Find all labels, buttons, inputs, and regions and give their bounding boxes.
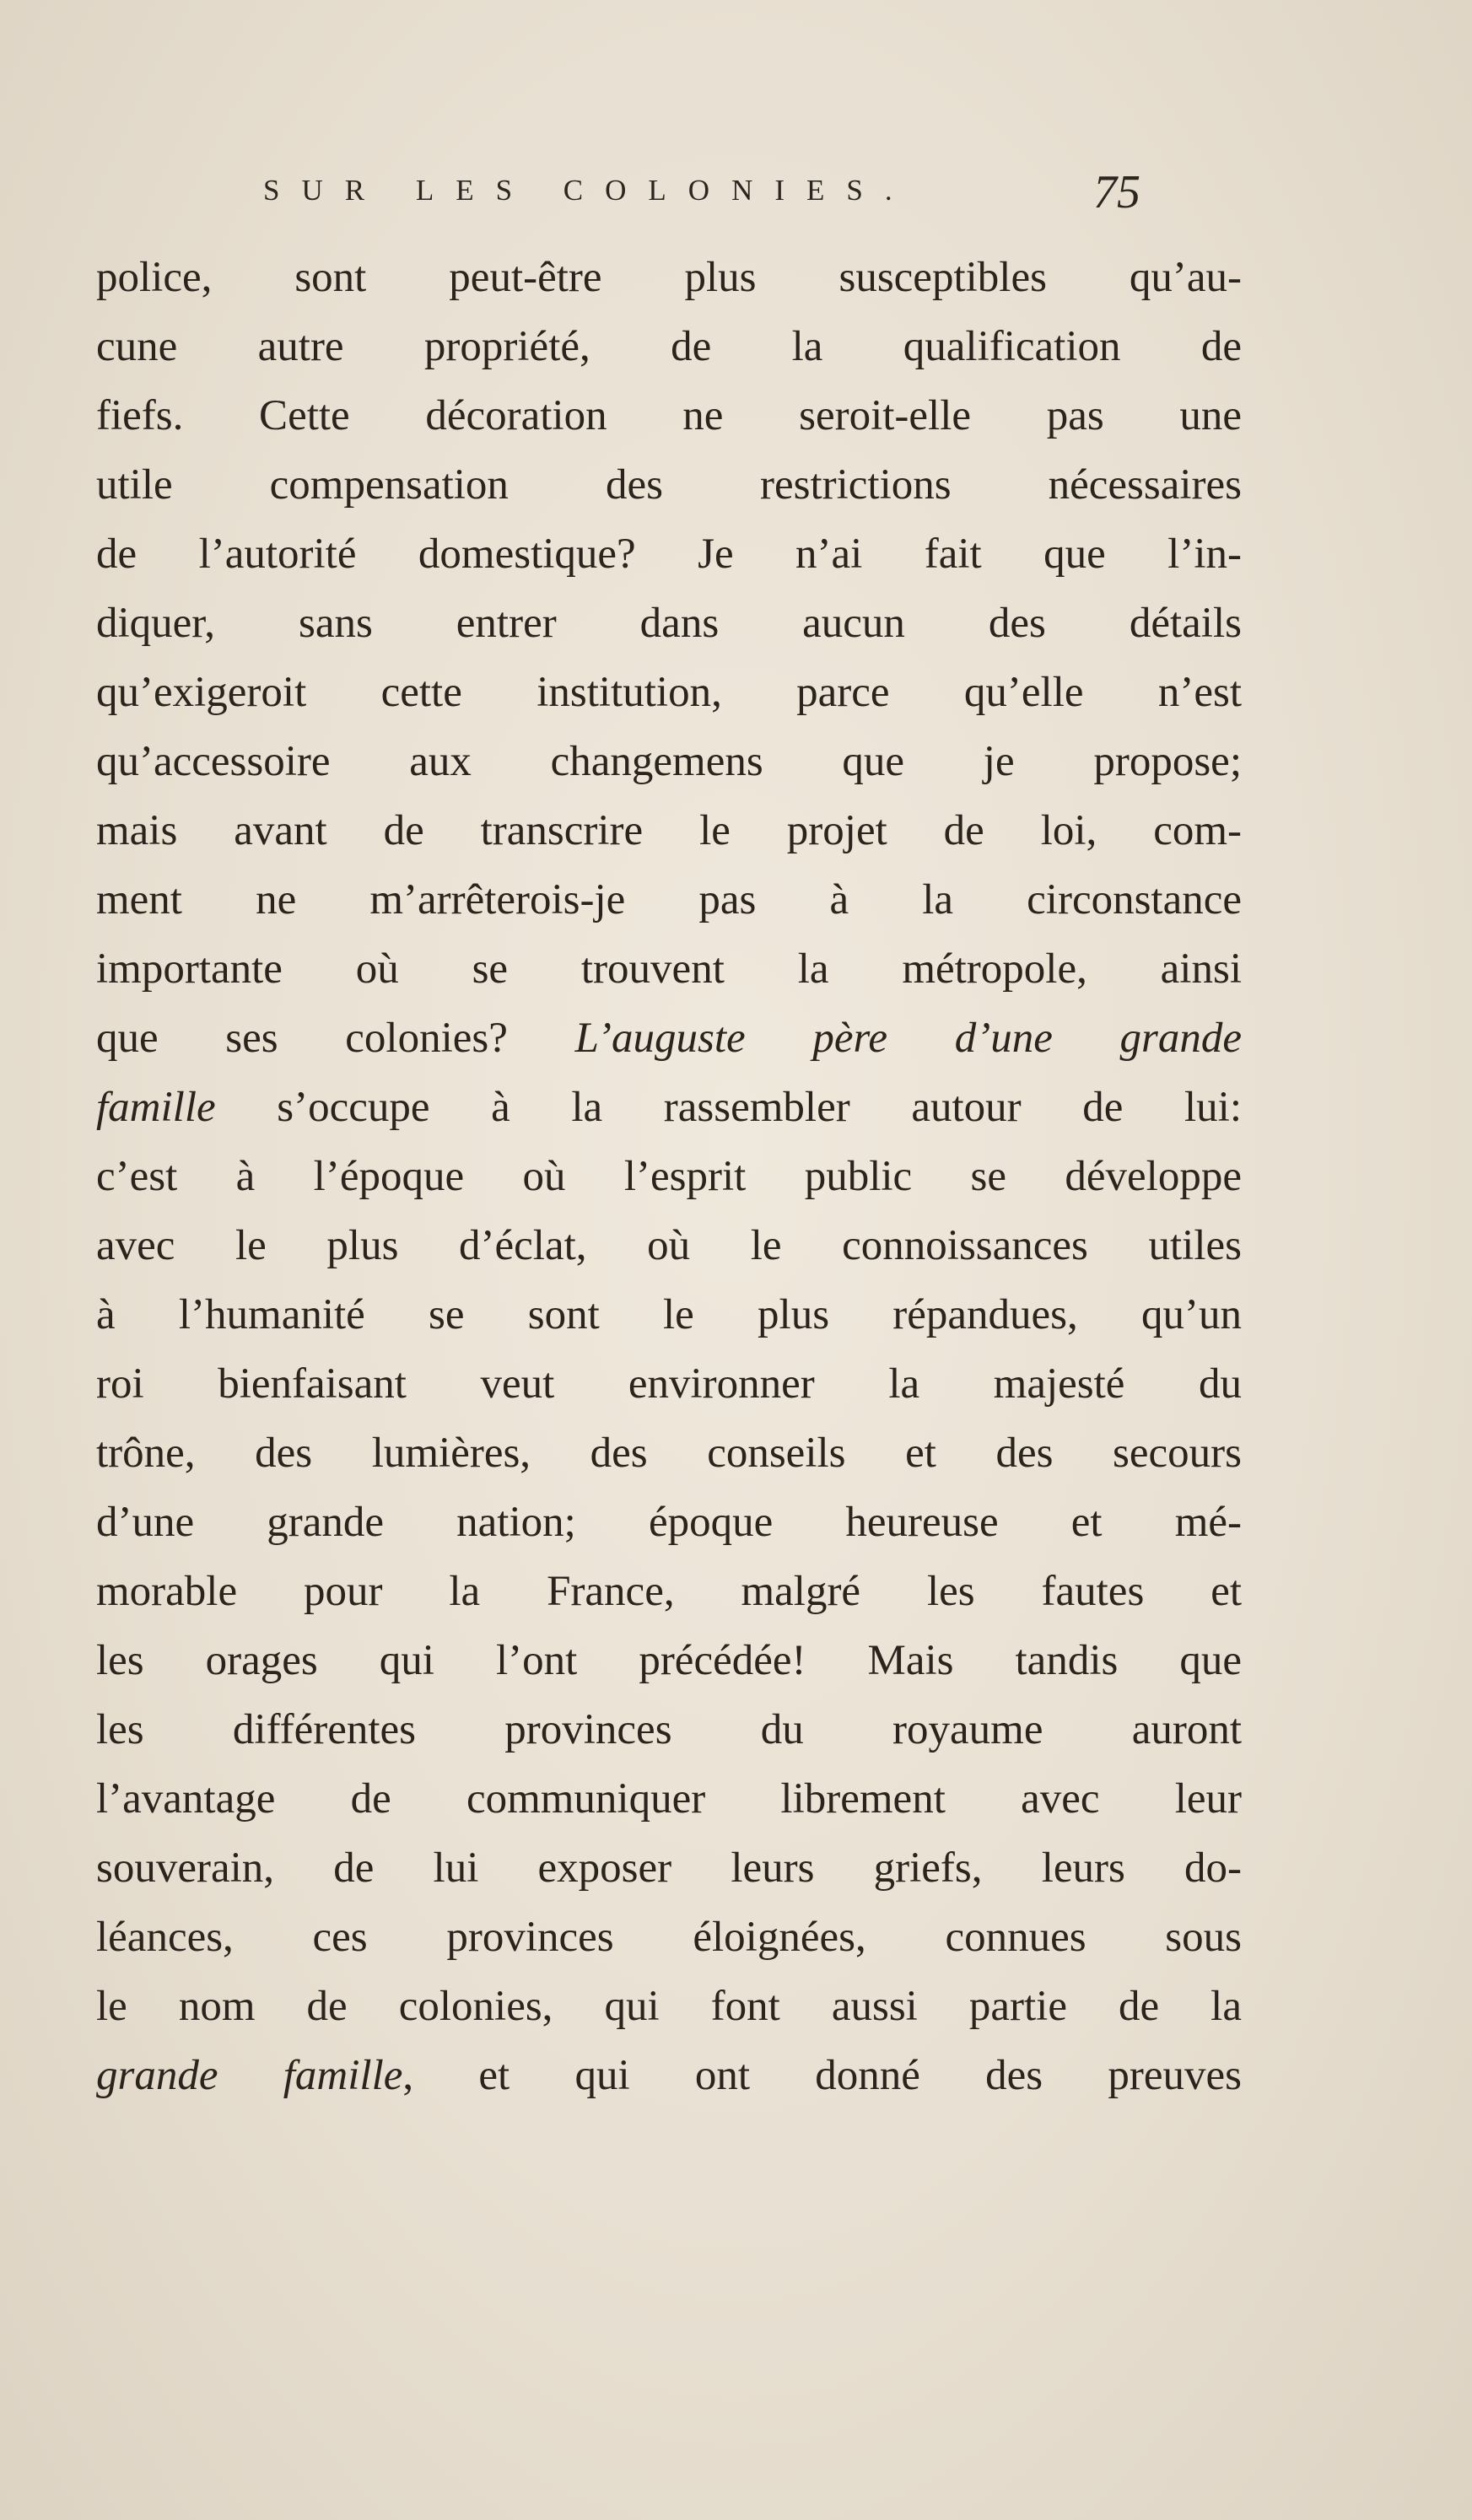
text-line: qu’exigeroit cette institution, parce qu’elle n’est bbox=[96, 669, 1242, 716]
text-line bbox=[96, 1004, 1242, 1073]
text-segment: que ses colonies? bbox=[96, 1015, 575, 1062]
text-line: à l’humanité se sont le plus répandues, qu’un bbox=[96, 1291, 1242, 1338]
text-line bbox=[96, 2041, 1242, 2110]
text-line: diquer, sans entrer dans aucun des détails bbox=[96, 600, 1242, 647]
text-line: l’avantage de communiquer librement avec leur bbox=[96, 1775, 1242, 1823]
italic-phrase: grande famille bbox=[96, 2052, 403, 2099]
text-line: importante où se trouvent la métropole, ainsi bbox=[96, 945, 1242, 993]
text-line: roi bienfaisant veut environner la majesté du bbox=[96, 1360, 1242, 1408]
text-line: les différentes provinces du royaume auront bbox=[96, 1706, 1242, 1753]
text-line: de l’autorité domestique? Je n’ai fait que l’in- bbox=[96, 530, 1242, 578]
italic-phrase: L’auguste père d’une grande bbox=[574, 1015, 1242, 1062]
text-line: léances, ces provinces éloignées, connues sous bbox=[96, 1914, 1242, 1961]
text-line: fiefs. Cette décoration ne seroit-elle pas une bbox=[96, 392, 1242, 439]
text-line: cune autre propriété, de la qualification de bbox=[96, 323, 1242, 370]
text-line: utile compensation des restrictions nécessaires bbox=[96, 461, 1242, 509]
text-line: morable pour la France, malgré les fautes et bbox=[96, 1568, 1242, 1615]
text-line: c’est à l’époque où l’esprit public se développe bbox=[96, 1153, 1242, 1200]
text-line: avec le plus d’éclat, où le connoissances utiles bbox=[96, 1222, 1242, 1269]
text-segment: , et qui ont donné des preuves bbox=[402, 2052, 1242, 2099]
body-text bbox=[96, 243, 1242, 2110]
text-segment: s’occupe à la rassembler autour de lui: bbox=[215, 1084, 1242, 1131]
text-line: qu’accessoire aux changemens que je propose; bbox=[96, 738, 1242, 785]
text-line: ment ne m’arrêterois-je pas à la circonstance bbox=[96, 876, 1242, 923]
running-title: SUR LES COLONIES. bbox=[263, 174, 914, 207]
text-line: mais avant de transcrire le projet de loi, com- bbox=[96, 807, 1242, 854]
text-line: le nom de colonies, qui font aussi partie de la bbox=[96, 1983, 1242, 2030]
text-line: les orages qui l’ont précédée! Mais tandis que bbox=[96, 1637, 1242, 1684]
page-number: 75 bbox=[1093, 166, 1140, 218]
running-head bbox=[263, 165, 1140, 224]
italic-phrase: famille bbox=[96, 1084, 216, 1131]
text-line: trône, des lumières, des conseils et des secours bbox=[96, 1430, 1242, 1477]
text-line bbox=[96, 1073, 1242, 1142]
text-line: d’une grande nation; époque heureuse et mé- bbox=[96, 1499, 1242, 1546]
text-line: police, sont peut-être plus susceptibles qu’au- bbox=[96, 254, 1242, 301]
text-line: souverain, de lui exposer leurs griefs, leurs do- bbox=[96, 1844, 1242, 1892]
